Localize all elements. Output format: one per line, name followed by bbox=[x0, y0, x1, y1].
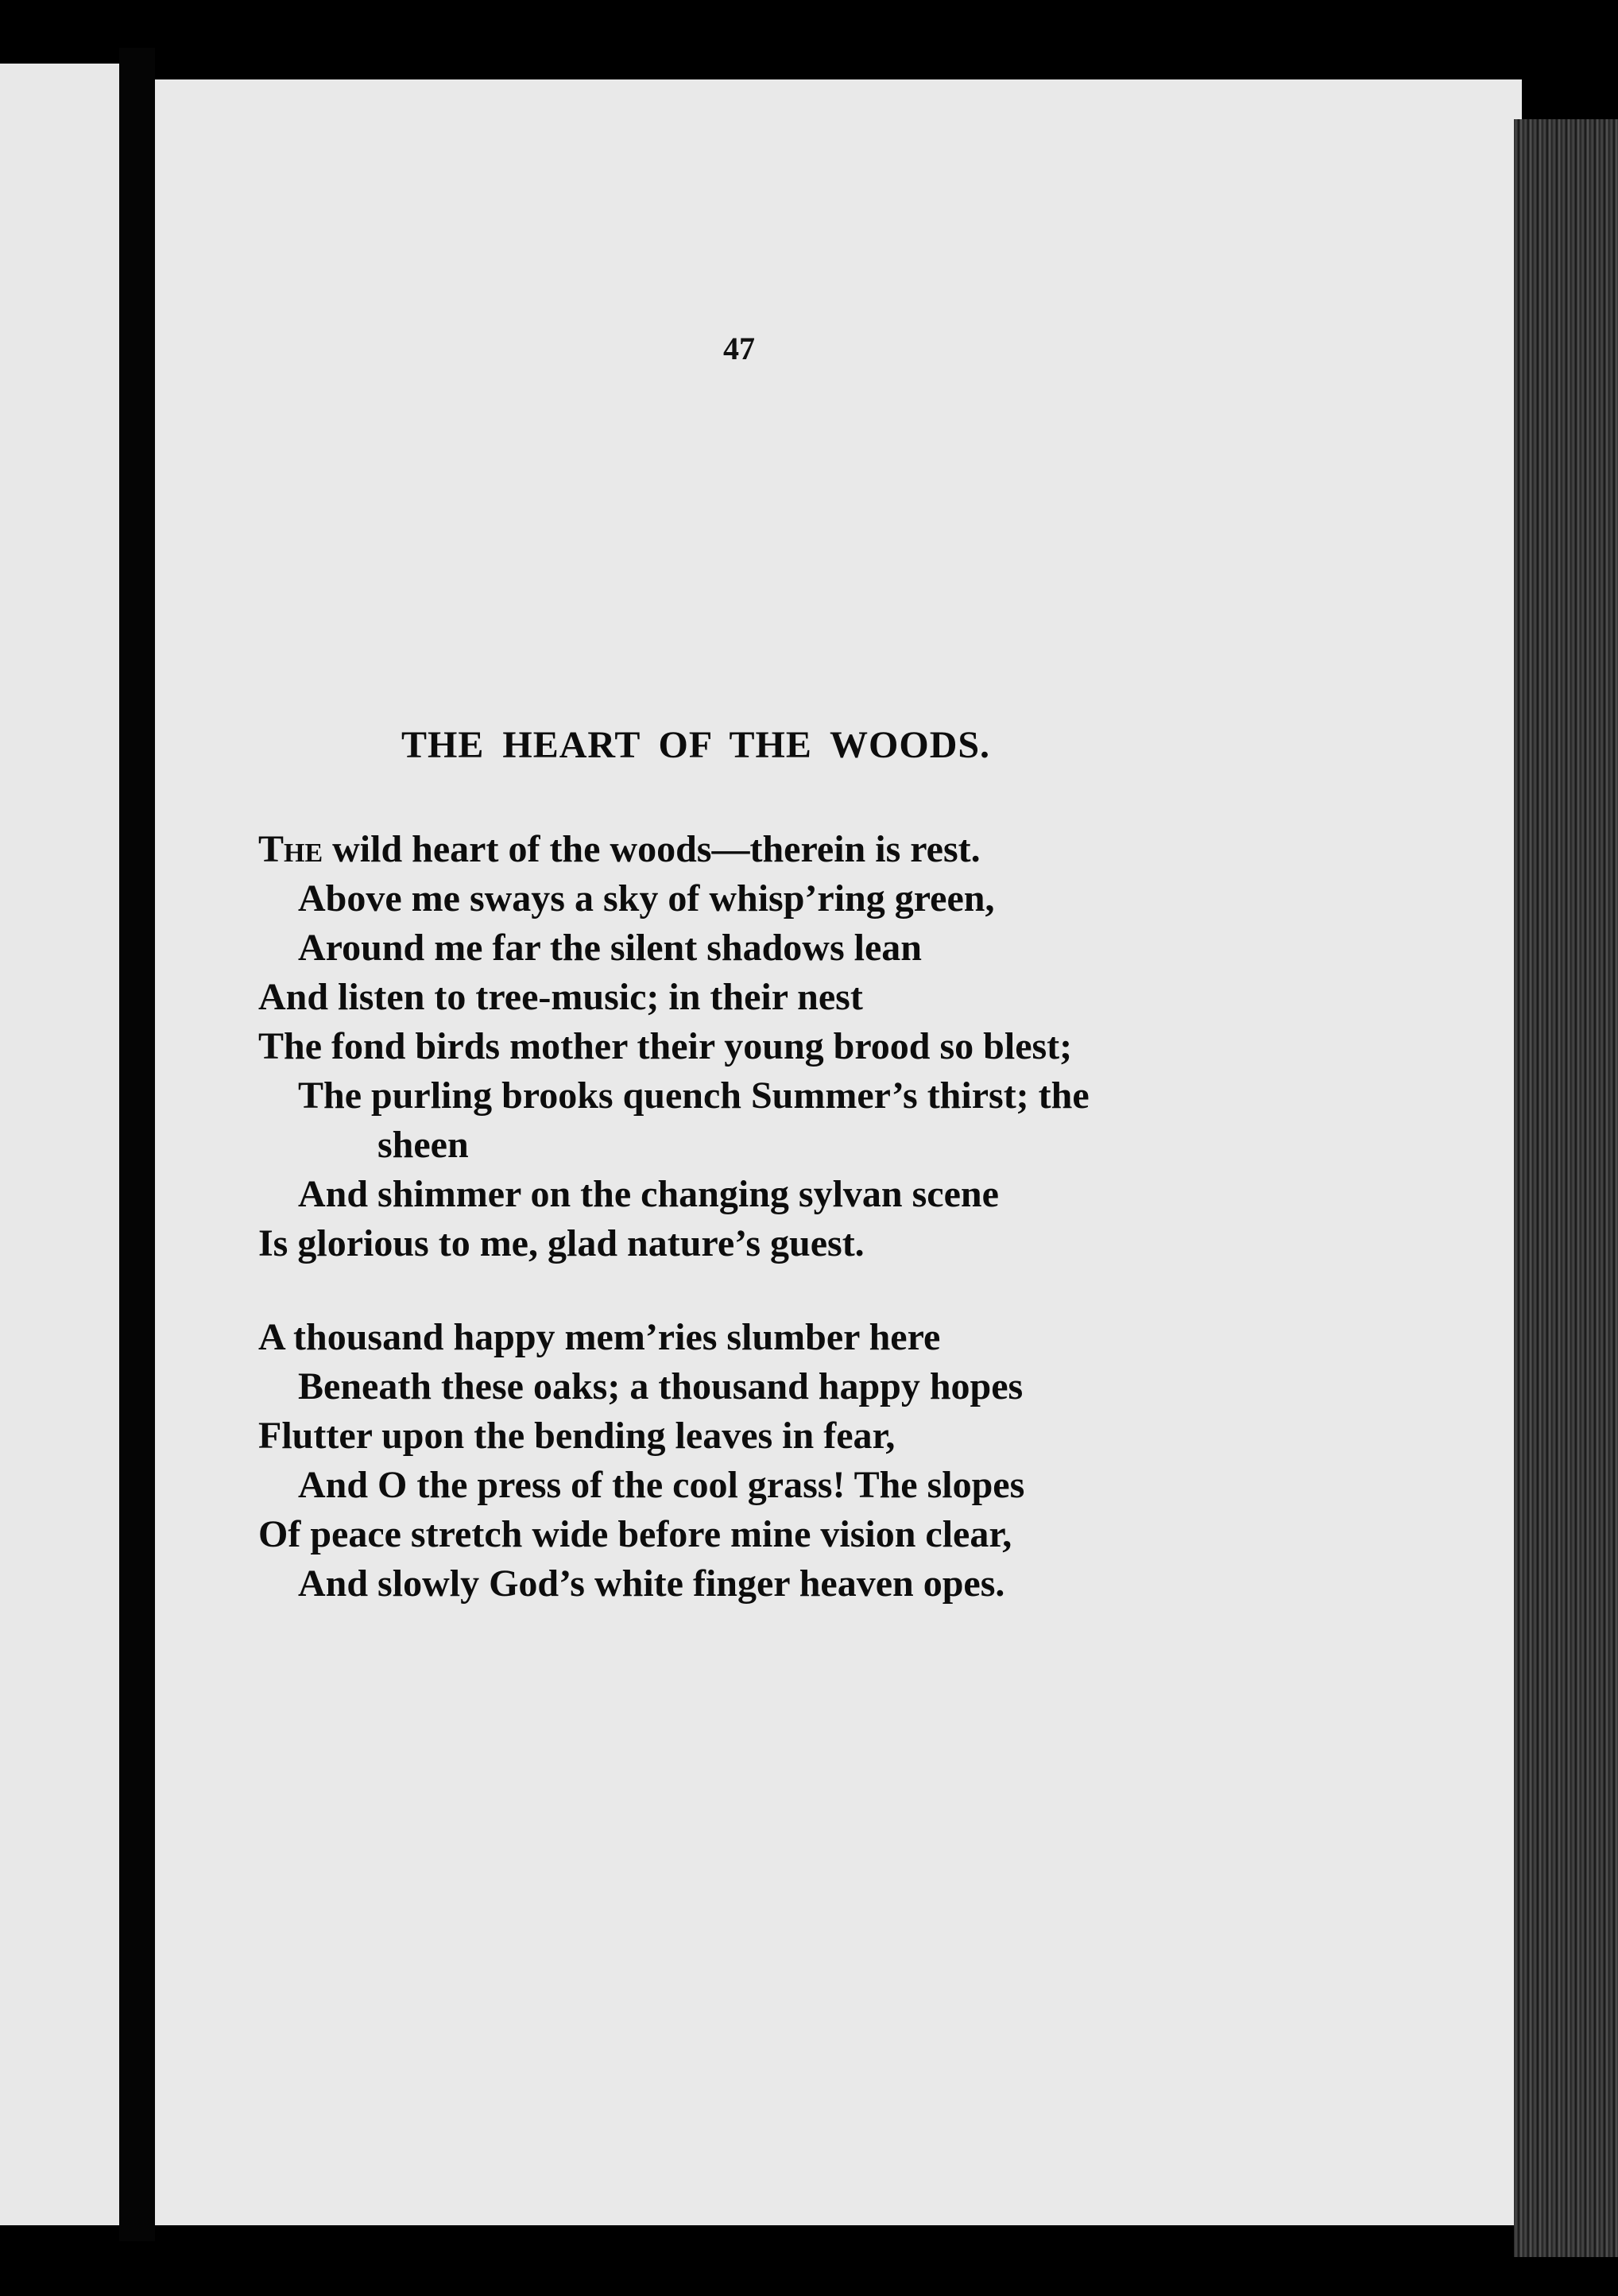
poem-line-lead: The bbox=[258, 828, 323, 870]
poem-line: Around me far the silent shadows lean bbox=[298, 927, 922, 969]
poem-line: And shimmer on the changing sylvan scene bbox=[298, 1173, 999, 1215]
poem-line-text: wild heart of the woods—therein is rest. bbox=[323, 828, 981, 870]
poem-line: A thousand happy mem’ries slumber here bbox=[258, 1316, 941, 1358]
poem-line: The purling brooks quench Summer’s thirst; the bbox=[298, 1074, 1090, 1117]
poem-line: And listen to tree-music; in their nest bbox=[258, 976, 863, 1018]
poem-line-continuation: sheen bbox=[377, 1124, 469, 1166]
poem-title: THE HEART OF THE WOODS. bbox=[401, 724, 991, 766]
poem-line: Flutter upon the bending leaves in fear, bbox=[258, 1415, 896, 1457]
poem-line: Above me sways a sky of whisp’ring green, bbox=[298, 877, 995, 920]
poem-line: Is glorious to me, glad nature’s guest. bbox=[258, 1222, 865, 1264]
stanza-2 bbox=[258, 1313, 1024, 1609]
page-number: 47 bbox=[723, 331, 755, 366]
facing-page bbox=[0, 64, 119, 2225]
stanza-1 bbox=[258, 825, 1090, 1268]
book-gutter bbox=[119, 48, 155, 2241]
poem-line bbox=[258, 825, 1090, 874]
poem-line: Beneath these oaks; a thousand happy hopes bbox=[298, 1365, 1024, 1407]
poem-line: Of peace stretch wide before mine vision clear, bbox=[258, 1513, 1012, 1555]
page-edges bbox=[1514, 119, 1618, 2257]
poem-line: The fond birds mother their young brood so blest; bbox=[258, 1025, 1073, 1067]
poem-line: And slowly God’s white finger heaven opes. bbox=[298, 1562, 1005, 1605]
poem-line: And O the press of the cool grass! The slopes bbox=[298, 1464, 1025, 1506]
